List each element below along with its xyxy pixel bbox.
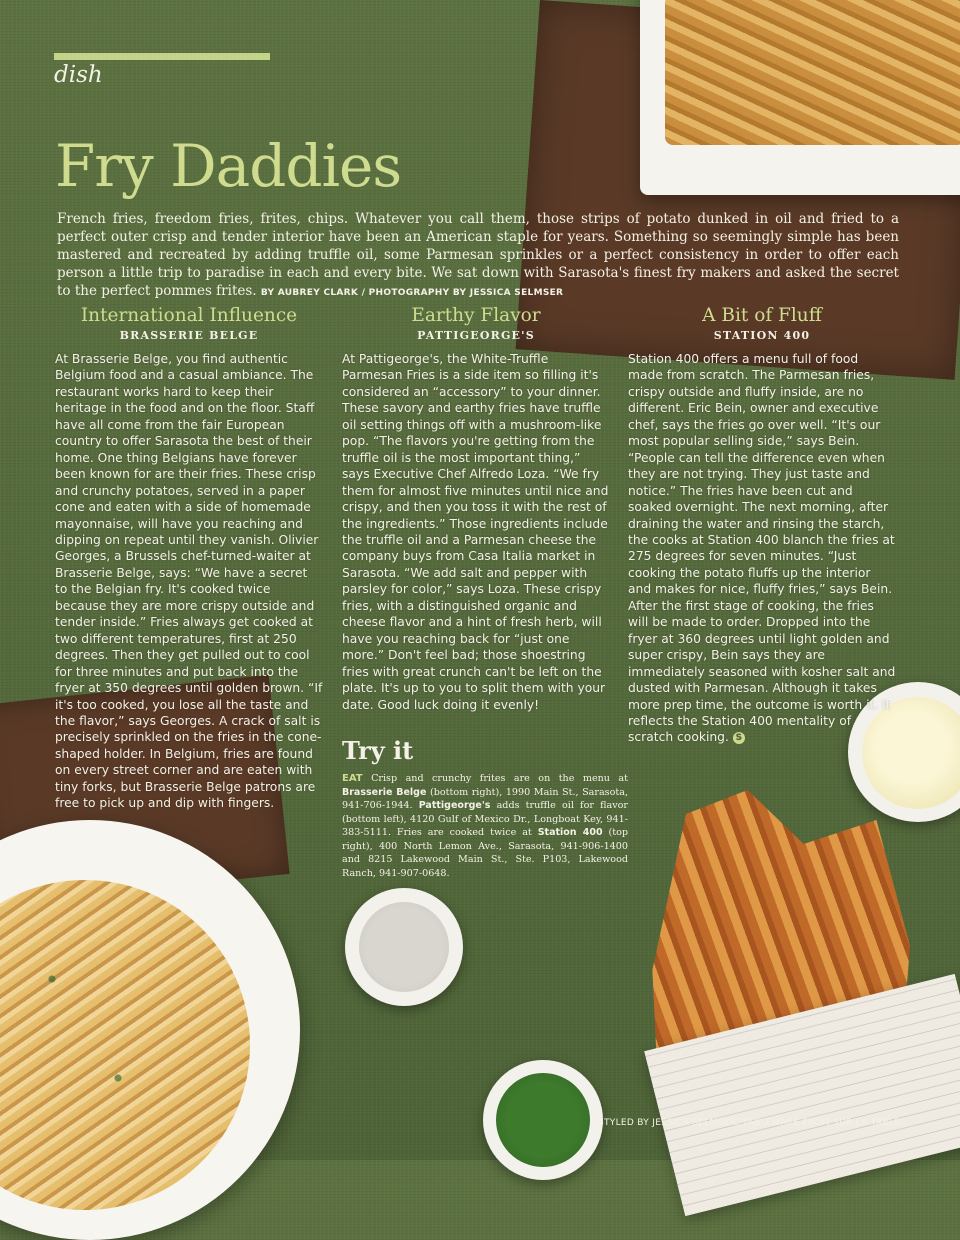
restaurant-name: Station 400 <box>537 827 603 838</box>
column-restaurant: BRASSERIE BELGE <box>119 329 259 342</box>
column-heading: International Influence <box>80 305 298 326</box>
article-title: Fry Daddies <box>55 132 402 200</box>
restaurant-name: Pattigeorge's <box>418 800 491 811</box>
byline: BY AUBREY CLARK / PHOTOGRAPHY BY JESSICA SELMSER <box>260 288 564 298</box>
kicker-rule <box>54 53 270 60</box>
column-international-influence <box>55 305 323 812</box>
restaurant-name: Brasserie Belge <box>342 786 427 798</box>
intro-text: French fries, freedom fries, frites, chips. Whatever you call them, those strips of potato dunked in oil and fried to a perfect outer crisp and tender interior have been an American staple for years. Something so seemingly simple has been mastered and recreated by adding truffle oil, some Parmesan sprinkles or a perfect consistency in order to offer each person a little trip to paradise in each and every bite. We sat down with Sarasota's finest fry makers and asked the secret to the perfect pommes frites. <box>57 211 899 299</box>
section-kicker: dish <box>54 62 103 88</box>
eat-label: EAT <box>342 773 363 784</box>
column-body: At Brasserie Belge, you find authentic Belgium food and a casual ambiance. The restaurant works hard to keep their heritage in the food and on the floor. Staff have all come from the fair European country to offer Sarasota the best of their home. One thing Belgians have forever been known for are their fries. These crisp and crunchy potatoes, served in a paper cone and eaten with a side of homemade mayonnaise, will have you reaching and dipping on repeat until they vanish. Olivier Georges, a Brussels chef-turned-waiter at Brasserie Belge, says: “We have a secret to the Belgian fry. It's cooked twice because they are more crispy outside and tender inside.” Fries always get cooked at two different temperatures, first at 250 degrees. Then they get pulled out to cool for three minutes and put back into the fryer at 350 degrees until golden brown. “If it's too cooked, you lose all the taste and the flavor,” says Georges. A crack of salt is precisely sprinkled on the fries in the cone-shaped holder. In Belgium, fries are found on every street corner and are eaten with tiny forks, but Brasserie Belge patrons are free to pick up and dip with fingers. <box>55 352 323 811</box>
column-restaurant: PATTIGEORGE'S <box>417 329 535 342</box>
parmesan-fries-top <box>665 0 960 145</box>
column-body: At Pattigeorge's, the White-Truffle Parmesan Fries is a side item so filling it's considered an “accessory” to your dinner. These savory and earthy fries have truffle oil setting things off with a mushroom-like pop. “The flavors you're getting from the truffle oil is the most important thing,” says Executive Chef Alfredo Loza. “We fry them for almost five minutes until nice and crispy, and then you toss it with the rest of the ingredients.” Those ingredients include the truffle oil and a Parmesan cheese the company buys from Casa Italia market in Sarasota. “We add salt and pepper with parsley for color,” says Loza. These crispy fries, with a distinguished organic and cheese flavor and a hint of fresh herb, will have you reaching back for “just one more.” Don't feel bad; those shoestring fries with great crunch can't be left on the plate. It's up to you to split them with your date. Good luck doing it evenly! <box>342 352 609 712</box>
column-earthy-flavor <box>342 305 610 713</box>
column-heading: A Bit of Fluff <box>702 305 822 326</box>
tryit-heading: Try it <box>342 736 414 765</box>
listing-text: Crisp and crunchy frites are on the menu at <box>362 773 628 784</box>
styling-credit: STYLED BY JESSICA SELMSER. TABLEWARE FROM SUR LA TABLE. <box>598 1118 904 1128</box>
column-bit-of-fluff <box>628 305 896 746</box>
salt-contents <box>359 902 449 992</box>
column-heading: Earthy Flavor <box>411 305 541 326</box>
column-restaurant: STATION 400 <box>713 329 811 342</box>
end-mark-icon: S <box>733 732 745 744</box>
tryit-listing <box>342 772 628 880</box>
herb-contents <box>496 1073 590 1167</box>
listing-text: (top right), 400 North Lemon Ave., Sarasota, 941-906-1400 and 8215 Lakewood Main St., Ste. P103, Lakewood Ranch, 941-907-0648. <box>342 827 629 879</box>
article-intro <box>57 210 899 302</box>
column-body <box>628 351 896 746</box>
listing-text: adds truffle oil for flavor (bottom left), 4120 Gulf of Mexico Dr., Longboat Key, 941-383-5111. Fries are cooked twice at <box>342 800 628 838</box>
column-body-text: Station 400 offers a menu full of food made from scratch. The Parmesan fries, crispy outside and fluffy inside, are no different. Eric Bein, owner and executive chef, says the fries go over well. “It's our most popular selling side,” says Bein. “People can tell the difference even when they are not trying. They just taste and notice.” The fries have been cut and soaked overnight. The next morning, after draining the water and rinsing the starch, the cooks at Station 400 blanch the fries at 275 degrees for seven minutes. “Just cooking the potato fluffs up the interior and makes for nice, fluffy fries,” says Bein. After the first stage of cooking, the fries will be made to order. Dropped into the fryer at 360 degrees until light golden and super crispy, Bein says they are immediately seasoned with kosher salt and dusted with Parmesan. Although it takes more prep time, the outcome is worth it. It reflects the Station 400 mentality of scratch cooking. <box>628 352 896 745</box>
listing-text: (bottom right), 1990 Main St., Sarasota, 941-706-1944. <box>342 786 629 811</box>
